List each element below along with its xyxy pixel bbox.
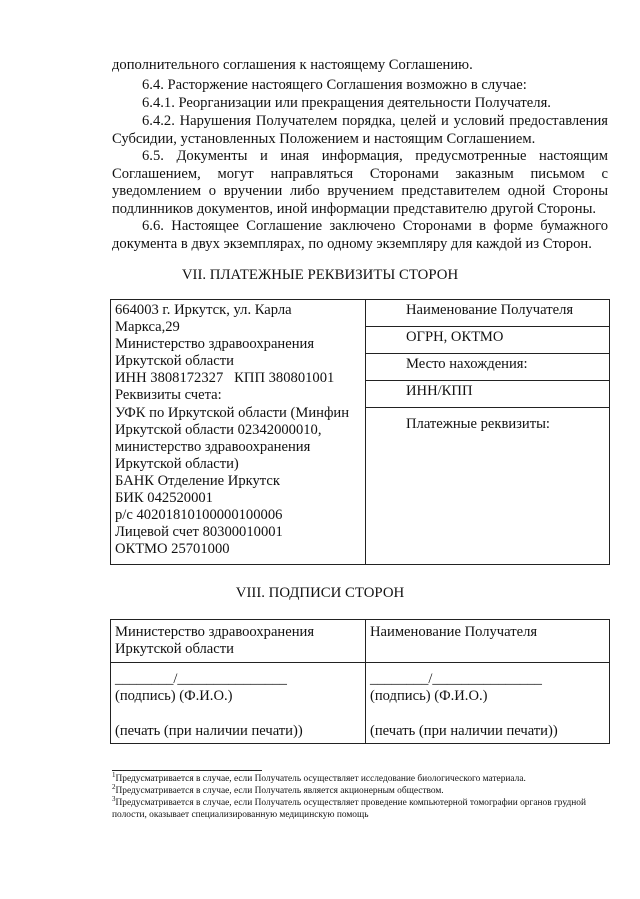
paragraph-6-5: 6.5. Документы и иная информация, предусмотренные настоящим Соглашением, могут направляться Сторонами заказным письмом с уведомлением о вручении либо вручением представителем одной Стороны подлинников документов, иной информации представителю другой Стороны. (112, 148, 608, 217)
footnote-mark: 2 (112, 782, 116, 791)
ministry-line: ИНН 3808172327 КПП 380801001 (115, 370, 335, 387)
recipient-payment-cell: Платежные реквизиты: (366, 408, 610, 565)
ministry-signature-cell (111, 663, 366, 744)
stamp-caption: (печать (при наличии печати)) (115, 723, 303, 740)
paragraph-6-4-1: 6.4.1. Реорганизации или прекращения деятельности Получателя. (142, 95, 551, 111)
footnote-3 (112, 794, 612, 821)
ministry-line: БАНК Отделение Иркутск (115, 472, 280, 489)
recipient-name-cell: Наименование Получателя (366, 300, 610, 327)
ministry-line: ОКТМО 25701000 (115, 541, 230, 558)
section-7-heading: VII. ПЛАТЕЖНЫЕ РЕКВИЗИТЫ СТОРОН (181, 267, 459, 283)
signatures-table (110, 619, 610, 744)
ministry-line: р/с 40201810100000100006 (115, 507, 283, 524)
signature-line: ________/_______________ (370, 671, 542, 687)
ministry-line: министерство здравоохранения (115, 438, 311, 455)
ministry-line: Иркутской области 02342000010, (115, 421, 322, 438)
ministry-line: Маркса,29 (115, 319, 180, 336)
footnote-text: Предусматривается в случае, если Получатель осуществляет исследование биологического материала. (115, 774, 526, 784)
footnote-2 (112, 782, 612, 798)
ministry-line: Иркутской области) (115, 455, 239, 472)
recipient-inn-cell: ИНН/КПП (366, 381, 610, 408)
paragraph-continuation: дополнительного соглашения к настоящему Соглашению. (112, 57, 473, 73)
ministry-party-line: Министерство здравоохранения (115, 624, 315, 640)
paragraph-6-6: 6.6. Настоящее Соглашение заключено Сторонами в форме бумажного документа в двух экземплярах, по одному экземпляру для каждой из Сторон. (112, 218, 608, 252)
recipient-location-cell: Место нахождения: (366, 354, 610, 381)
ministry-line: Иркутской области (115, 353, 234, 370)
footnote-1 (112, 770, 612, 786)
recipient-signature-cell (366, 663, 610, 744)
stamp-caption: (печать (при наличии печати)) (370, 723, 558, 740)
footnote-mark: 3 (112, 794, 116, 803)
signature-caption: (подпись) (Ф.И.О.) (370, 688, 488, 705)
signature-line: ________/_______________ (115, 671, 287, 687)
ministry-line: 664003 г. Иркутск, ул. Карла (115, 302, 292, 318)
signature-caption: (подпись) (Ф.И.О.) (115, 688, 233, 705)
paragraph-6-4-2: 6.4.2. Нарушения Получателем порядка, целей и условий предоставления Субсидии, установленных Положением и настоящим Соглашением. (112, 113, 608, 147)
ministry-line: Министерство здравоохранения (115, 336, 315, 353)
recipient-ogrn-cell: ОГРН, ОКТМО (366, 327, 610, 354)
ministry-line: УФК по Иркутской области (Минфин (115, 404, 350, 421)
ministry-details-cell (111, 300, 366, 565)
recipient-party-cell: Наименование Получателя (366, 620, 610, 663)
footnote-mark: 1 (112, 770, 116, 779)
footnote-text: Предусматривается в случае, если Получатель является акционерным обществом. (115, 786, 444, 796)
paragraph-6-4: 6.4. Расторжение настоящего Соглашения возможно в случае: (142, 77, 527, 93)
footnote-separator (112, 770, 262, 771)
ministry-line: Лицевой счет 80300010001 (115, 524, 283, 541)
ministry-line: БИК 042520001 (115, 490, 213, 507)
ministry-party-line: Иркутской области (115, 641, 234, 658)
ministry-party-cell (111, 620, 366, 663)
section-8-heading: VIII. ПОДПИСИ СТОРОН (235, 585, 405, 601)
footnote-text: Предусматривается в случае, если Получатель осуществляет проведение компьютерной томографии органов грудной полости, оказывает специализированную медицинскую помощь (112, 798, 586, 820)
payment-details-table (110, 299, 610, 565)
ministry-line: Реквизиты счета: (115, 387, 222, 404)
